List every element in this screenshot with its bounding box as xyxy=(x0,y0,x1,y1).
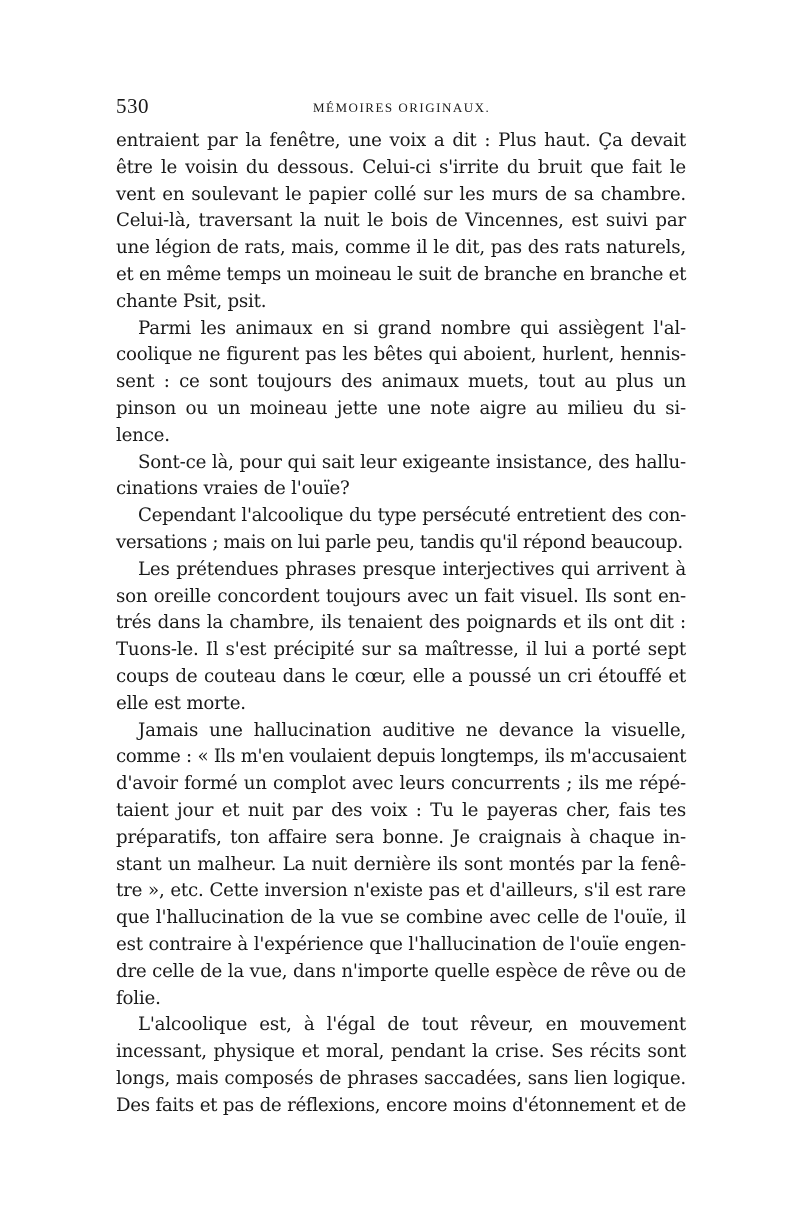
paragraph xyxy=(116,503,686,557)
page-header xyxy=(116,94,688,124)
text-line: Parmi les animaux en si grand nombre qui assiègent l'al- xyxy=(138,317,686,339)
text-line: pinson ou un moineau jette une note aigre au milieu du si- xyxy=(116,397,686,419)
text-line: Celui-là, traversant la nuit le bois de Vincennes, est suivi par xyxy=(116,210,686,232)
paragraph xyxy=(116,316,686,450)
text-line: une légion de rats, mais, comme il le dit, pas des rats naturels, xyxy=(116,237,686,259)
text-line: folie. xyxy=(116,987,161,1009)
text-line: son oreille concordent toujours avec un fait visuel. Ils sont en- xyxy=(116,585,686,607)
text-line: Sont-ce là, pour qui sait leur exigeante insistance, des hallu- xyxy=(138,451,686,473)
text-line: L'alcoolique est, à l'égal de tout rêveur, en mouvement xyxy=(138,1014,686,1036)
paragraph xyxy=(116,1012,686,1119)
text-line: sent : ce sont toujours des animaux muets, tout au plus un xyxy=(116,371,686,393)
text-line: Des faits et pas de réflexions, encore moins d'étonnement et de xyxy=(116,1094,686,1116)
text-line: être le voisin du dessous. Celui-ci s'irrite du bruit que fait le xyxy=(116,156,686,178)
text-line: Cependant l'alcoolique du type persécuté entretient des con- xyxy=(138,505,686,527)
text-line: longs, mais composés de phrases saccadées, sans lien logique. xyxy=(116,1067,686,1089)
paragraph xyxy=(116,128,686,316)
text-line: taient jour et nuit par des voix : Tu le payeras cher, fais tes xyxy=(116,799,686,821)
text-line: d'avoir formé un complot avec leurs concurrents ; ils me répé- xyxy=(116,773,686,795)
paragraph xyxy=(116,450,686,504)
page-number: 530 xyxy=(116,94,149,118)
text-line: versations ; mais on lui parle peu, tandis qu'il répond beaucoup. xyxy=(116,531,683,553)
text-line: trés dans la chambre, ils tenaient des poignards et ils ont dit : xyxy=(116,612,686,634)
running-head: MÉMOIRES ORIGINAUX. xyxy=(313,100,491,115)
text-line: incessant, physique et moral, pendant la crise. Ses récits sont xyxy=(116,1041,686,1063)
paragraph xyxy=(116,557,686,718)
text-line: stant un malheur. La nuit dernière ils sont montés par la fenê- xyxy=(116,853,686,875)
text-line: coolique ne figurent pas les bêtes qui aboient, hurlent, hennis- xyxy=(116,344,686,366)
text-line: chante Psit, psit. xyxy=(116,290,267,312)
text-line: Les prétendues phrases presque interjectives qui arrivent à xyxy=(138,558,686,580)
text-line: dre celle de la vue, dans n'importe quelle espèce de rêve ou de xyxy=(116,960,686,982)
text-line: et en même temps un moineau le suit de branche en branche et xyxy=(116,263,686,285)
text-line: vent en soulevant le papier collé sur les murs de sa chambre. xyxy=(116,183,686,205)
text-line: entraient par la fenêtre, une voix a dit : Plus haut. Ça devait xyxy=(116,130,686,151)
text-line: Tuons-le. Il s'est précipité sur sa maîtresse, il lui a porté sept xyxy=(116,639,686,661)
text-line: lence. xyxy=(116,424,170,446)
text-line: tre », etc. Cette inversion n'existe pas et d'ailleurs, s'il est rare xyxy=(116,880,686,902)
text-line: préparatifs, ton affaire sera bonne. Je craignais à chaque in- xyxy=(116,826,686,848)
text-line: que l'hallucination de la vue se combine avec celle de l'ouïe, il xyxy=(116,907,686,929)
text-line: cinations vraies de l'ouïe? xyxy=(116,478,350,500)
text-line: elle est morte. xyxy=(116,692,246,714)
text-line: Jamais une hallucination auditive ne devance la visuelle, xyxy=(138,719,686,741)
body-text xyxy=(116,128,686,1119)
text-line: est contraire à l'expérience que l'hallucination de l'ouïe engen- xyxy=(116,933,686,955)
text-line: comme : « Ils m'en voulaient depuis longtemps, ils m'accusaient xyxy=(116,746,686,768)
text-line: coups de couteau dans le cœur, elle a poussé un cri étouffé et xyxy=(116,665,686,687)
paragraph xyxy=(116,718,686,1013)
